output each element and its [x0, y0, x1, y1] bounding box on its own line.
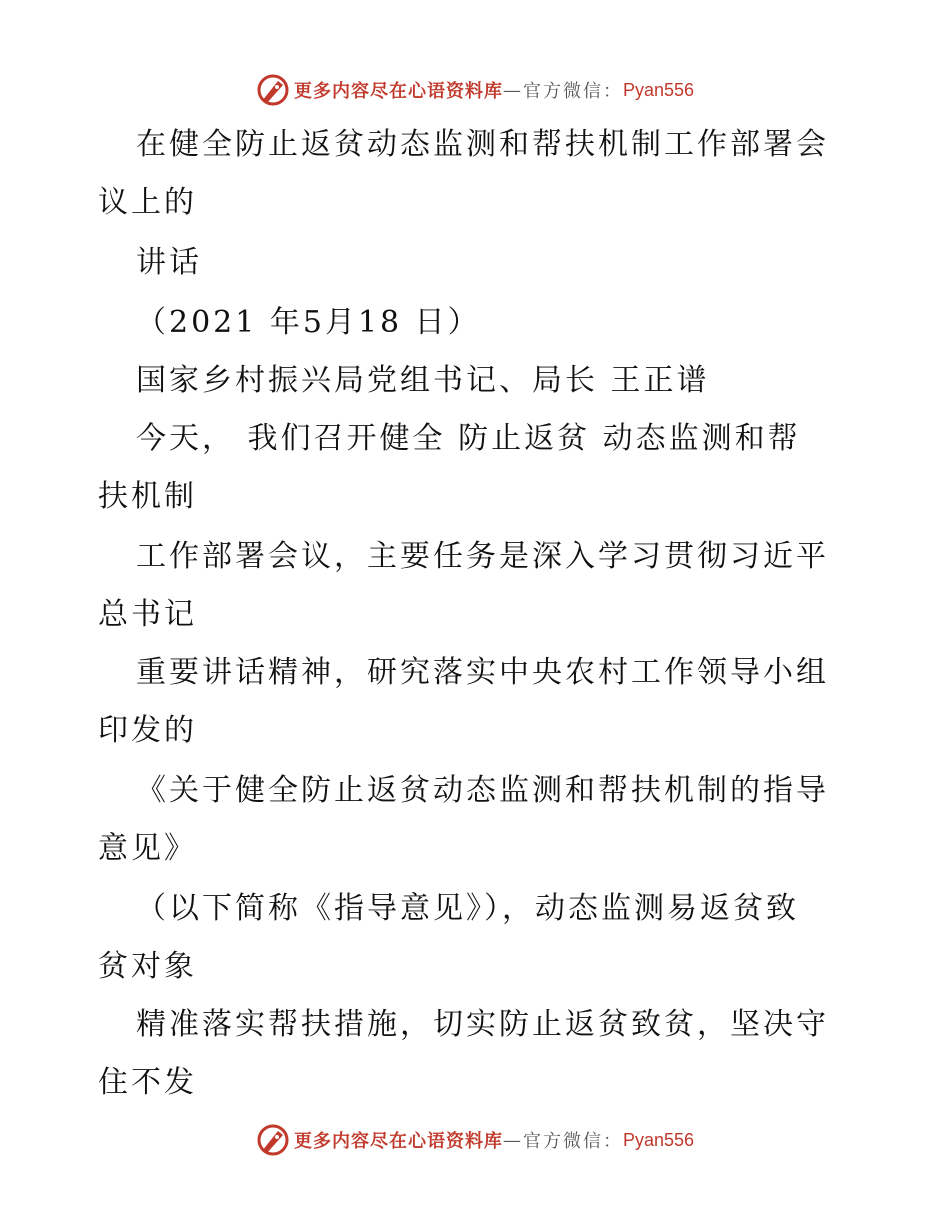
- banner-site-text: 更多内容尽在心语资料库: [293, 81, 503, 102]
- banner-dash: —: [502, 1129, 523, 1151]
- text-line: 总书记: [98, 597, 197, 632]
- text-line: 在健全防止返贫动态监测和帮扶机制工作部署会: [136, 127, 829, 162]
- text-line: 今天， 我们召开健全 防止返贫 动态监测和帮: [136, 421, 801, 456]
- text-line: 贫对象: [98, 949, 197, 984]
- text-line: 精准落实帮扶措施，切实防止返贫致贫，坚决守: [136, 1007, 829, 1042]
- banner-wechat-label: 官方微信：: [522, 81, 623, 102]
- text-line: 扶机制: [98, 479, 197, 514]
- header-banner: [0, 70, 950, 110]
- text-line: 《关于健全防止返贫动态监测和帮扶机制的指导: [136, 773, 829, 808]
- banner-wechat-id: Pyan556: [622, 1129, 695, 1150]
- text-line: 住不发: [98, 1065, 197, 1100]
- footer-banner: [0, 1120, 950, 1160]
- banner-site-text: 更多内容尽在心语资料库: [293, 1131, 503, 1152]
- text-line: （以下简称《指导意见》），动态监测易返贫致: [136, 891, 799, 926]
- text-line: 意见》: [98, 831, 197, 866]
- text-line: 印发的: [98, 713, 197, 748]
- text-line: 议上的: [98, 185, 197, 220]
- pen-nib-icon: [256, 1123, 290, 1157]
- text-line: 重要讲话精神，研究落实中央农村工作领导小组: [136, 655, 829, 690]
- text-line: 工作部署会议，主要任务是深入学习贯彻习近平: [136, 539, 829, 574]
- text-line: （2021 年5月18 日）: [136, 305, 481, 340]
- banner-dash: —: [502, 79, 523, 101]
- text-line: 讲话: [136, 245, 202, 280]
- text-line: 国家乡村振兴局党组书记、局长 王正谱: [136, 363, 710, 398]
- pen-nib-icon: [256, 73, 290, 107]
- banner-wechat-id: Pyan556: [622, 79, 695, 100]
- banner-wechat-label: 官方微信：: [522, 1131, 623, 1152]
